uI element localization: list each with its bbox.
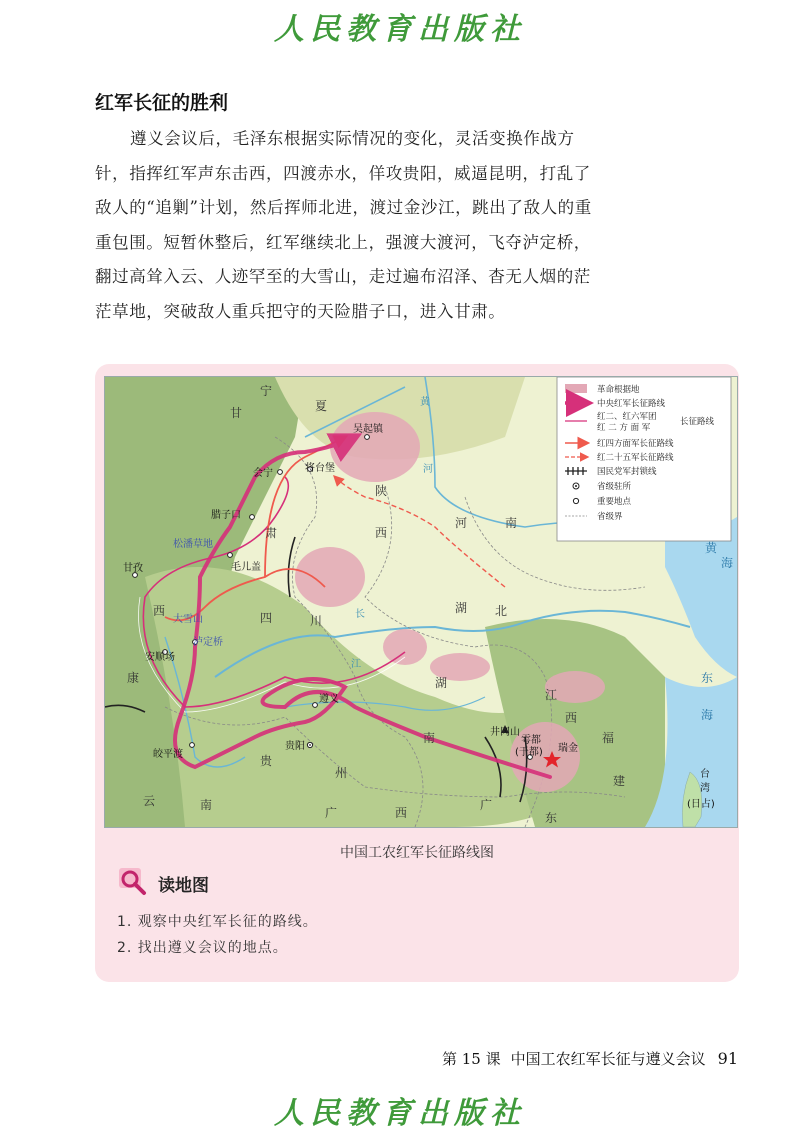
map-legend (557, 377, 731, 541)
label-yudu-old: (于都) (515, 747, 543, 758)
province-hubei2: 北 (495, 604, 508, 618)
question-list (117, 909, 318, 961)
province-jiangxi: 江 (545, 688, 558, 702)
province-ningxia: 宁 (260, 384, 273, 398)
province-henan2: 南 (505, 516, 518, 530)
river-chang: 长 (355, 609, 365, 620)
publisher-logo-top: 人民教育出版社 (274, 12, 526, 47)
label-jiaopingdu: 皎平渡 (153, 749, 183, 760)
read-map-label: 读地图 (158, 876, 209, 896)
province-yunnan: 云 (143, 794, 156, 808)
label-taiwan2: 湾 (700, 783, 710, 794)
province-xikang: 西 (153, 604, 166, 618)
legend-capital: 省级驻所 (597, 482, 632, 492)
province-hunan2: 南 (423, 731, 436, 745)
legend-blockade: 国民党军封锁线 (597, 467, 657, 477)
province-shaanxi: 陕 (375, 484, 388, 498)
province-guangxi2: 西 (395, 806, 408, 820)
province-yunnan2: 南 (200, 798, 213, 812)
province-henan: 河 (455, 516, 468, 530)
province-hubei: 湖 (455, 601, 468, 615)
legend-central: 中央红军长征路线 (597, 399, 666, 409)
label-guiyang: 贵阳 (285, 741, 305, 752)
province-gansu: 甘 (230, 406, 243, 420)
legend-red2-6-line1: 红二、红六军团 (597, 412, 657, 422)
province-hunan: 湖 (435, 676, 448, 690)
label-anshunchang: 安顺场 (145, 652, 175, 663)
label-huining: 会宁 (253, 468, 273, 479)
province-jiangxi2: 西 (565, 711, 578, 725)
label-maoergai: 毛儿盖 (231, 562, 261, 573)
label-taiwan-note: (日占) (687, 799, 715, 810)
label-wuqi: 吴起镇 (353, 424, 383, 435)
long-march-map (104, 376, 738, 828)
base-area-xiangexi (383, 629, 427, 665)
province-sichuan2: 川 (310, 614, 323, 628)
question-item: 2. 找出遵义会议的地点。 (117, 940, 288, 956)
label-lazikou: 腊子口 (211, 510, 241, 521)
province-guangdong: 广 (480, 798, 493, 812)
province-guangxi: 广 (325, 806, 338, 820)
legend-red2-6-suffix: 长征路线 (680, 417, 715, 427)
map-caption: 中国工农红军长征路线图 (340, 845, 494, 861)
sea-donghai1: 东 (701, 671, 714, 685)
label-ganzi: 甘孜 (123, 563, 143, 574)
section-title: 红军长征的胜利 (95, 92, 229, 114)
province-guizhou2: 州 (335, 766, 348, 780)
legend-red25: 红二十五军长征路线 (597, 453, 674, 463)
sea-huanghai2: 海 (721, 556, 734, 570)
river-he: 河 (423, 464, 433, 475)
province-fujian2: 建 (613, 774, 626, 788)
legend-boundary: 省级界 (597, 512, 623, 522)
page-number: 91 (717, 1049, 738, 1068)
river-jiang: 江 (351, 659, 361, 670)
province-guizhou: 贵 (260, 754, 273, 768)
publisher-logo-bottom: 人民教育出版社 (274, 1096, 526, 1131)
province-fujian: 福 (602, 731, 615, 745)
legend-place: 重要地点 (597, 497, 632, 507)
province-shanxi: 西 (375, 526, 388, 540)
label-jinggangshan: 井冈山 (490, 727, 520, 738)
legend-base: 革命根据地 (597, 385, 640, 395)
magnifier-icon (118, 867, 148, 897)
river-huang: 黄 (420, 397, 430, 408)
base-area-chuanshan (295, 547, 365, 607)
province-gansu2: 肃 (265, 526, 278, 540)
base-area-shaanbei (330, 412, 420, 482)
label-luding: 泸定桥 (193, 637, 223, 648)
label-yudu: 雩都 (521, 735, 541, 746)
body-paragraph: 遵义会议后，毛泽东根据实际情况的变化，灵活变换作战方针，指挥红军声东击西，四渡赤水，佯攻贵阳，威逼昆明，打乱了敌人的“追剿”计划，然后挥师北进，渡过金沙江，跳出了敌人的重重包围。短暂休整后，红军继续北上，强渡大渡河，飞夺泸定桥，翻过高耸入云、人迹罕至的大雪山，走过遍布沼泽、杳无人烟的茫茫草地，突破敌人重兵把守的天险腊子口，进入甘肃。 (95, 129, 592, 321)
label-zunyi: 遵义 (319, 694, 339, 705)
province-sichuan: 四 (260, 611, 273, 625)
sea-donghai2: 海 (701, 708, 714, 722)
sea-huanghai1: 黄 (705, 541, 718, 555)
label-jiajinshan: 大雪山 (173, 614, 203, 625)
label-ruijin: 瑞金 (558, 743, 578, 754)
province-xikang2: 康 (127, 671, 140, 685)
label-songpan: 松潘草地 (173, 539, 213, 550)
province-guangdong2: 东 (545, 811, 558, 825)
label-jiangtaibao: 将台堡 (305, 463, 335, 474)
footer-title: 中国工农红军长征与遵义会议 (510, 1050, 706, 1068)
legend-red4: 红四方面军长征路线 (597, 439, 674, 449)
label-taiwan: 台 (700, 769, 710, 780)
legend-red2-6-line2: 红 二 方 面 军 (597, 423, 651, 433)
footer-lesson: 第 15 课 (442, 1050, 501, 1068)
question-item: 1. 观察中央红军长征的路线。 (117, 914, 318, 930)
province-ningxia2: 夏 (315, 399, 328, 413)
page-footer (432, 1048, 738, 1069)
